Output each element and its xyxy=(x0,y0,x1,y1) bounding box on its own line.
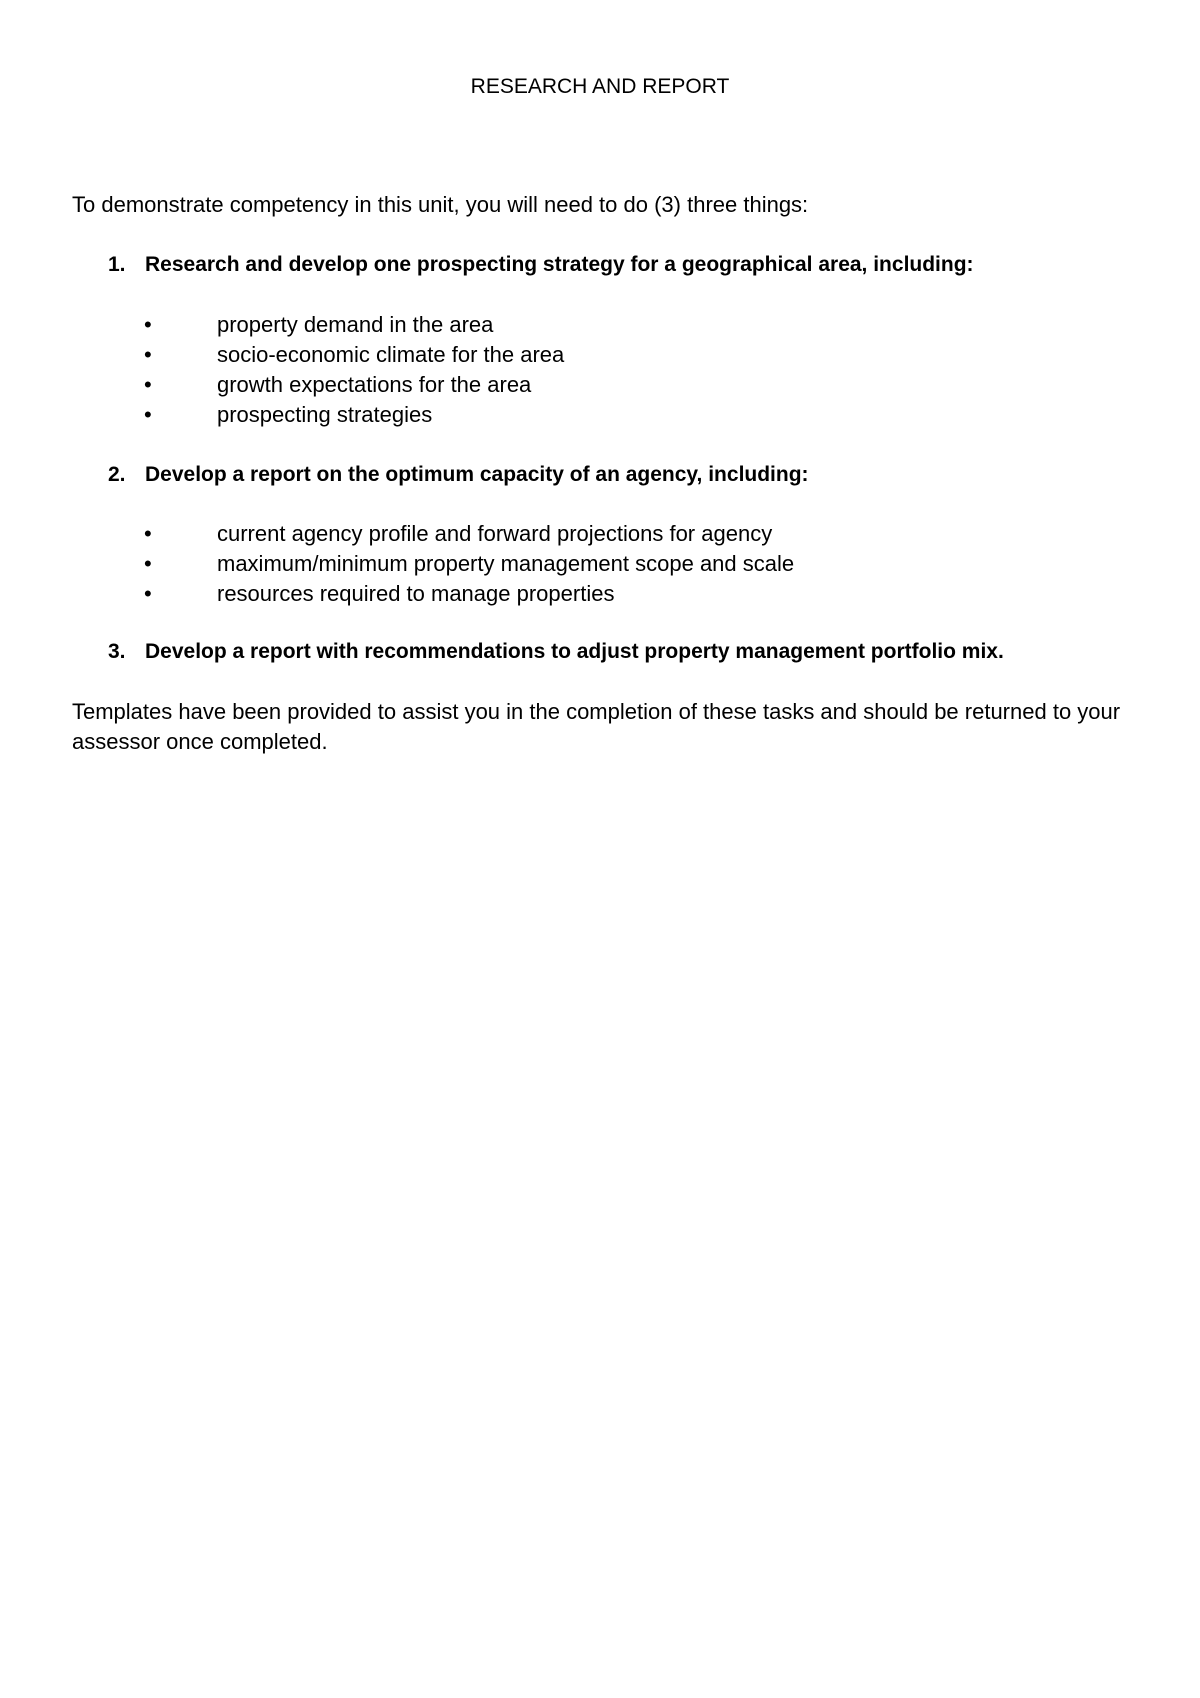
list-item-text: growth expectations for the area xyxy=(217,372,532,397)
list-item xyxy=(144,579,1144,609)
bullet-icon: • xyxy=(144,402,152,427)
bullet-icon: • xyxy=(144,551,152,576)
task-1 xyxy=(108,250,1168,280)
task-text: Develop a report on the optimum capacity of an agency, including: xyxy=(145,463,809,486)
list-item-text: maximum/minimum property management scope and scale xyxy=(217,551,795,576)
task-3 xyxy=(108,637,1168,667)
task-text: Research and develop one prospecting strategy for a geographical area, including: xyxy=(145,253,974,276)
task-number: 3. xyxy=(108,640,126,663)
closing-paragraph: Templates have been provided to assist you in the completion of these tasks and should be returned to your assessor once completed. xyxy=(72,699,1121,754)
bullet-icon: • xyxy=(144,581,152,606)
task-1-bullet-list xyxy=(144,310,1144,430)
list-item xyxy=(144,340,1144,370)
bullet-icon: • xyxy=(144,521,152,546)
list-item-text: socio-economic climate for the area xyxy=(217,342,565,367)
list-item xyxy=(144,400,1144,430)
task-2-bullet-list xyxy=(144,519,1144,609)
bullet-icon: • xyxy=(144,372,152,397)
list-item-text: property demand in the area xyxy=(217,312,494,337)
list-item-text: resources required to manage properties xyxy=(217,581,615,606)
bullet-icon: • xyxy=(144,342,152,367)
intro-paragraph: To demonstrate competency in this unit, you will need to do (3) three things: xyxy=(72,192,809,217)
list-item-text: prospecting strategies xyxy=(217,402,433,427)
list-item xyxy=(144,310,1144,340)
list-item xyxy=(144,370,1144,400)
task-text: Develop a report with recommendations to adjust property management portfolio mix. xyxy=(145,640,1004,663)
task-2 xyxy=(108,460,1168,490)
task-number: 2. xyxy=(108,463,126,486)
bullet-icon: • xyxy=(144,312,152,337)
task-number: 1. xyxy=(108,253,126,276)
list-item-text: current agency profile and forward projections for agency xyxy=(217,521,773,546)
document-title: RESEARCH AND REPORT xyxy=(470,75,730,98)
list-item xyxy=(144,519,1144,549)
list-item xyxy=(144,549,1144,579)
